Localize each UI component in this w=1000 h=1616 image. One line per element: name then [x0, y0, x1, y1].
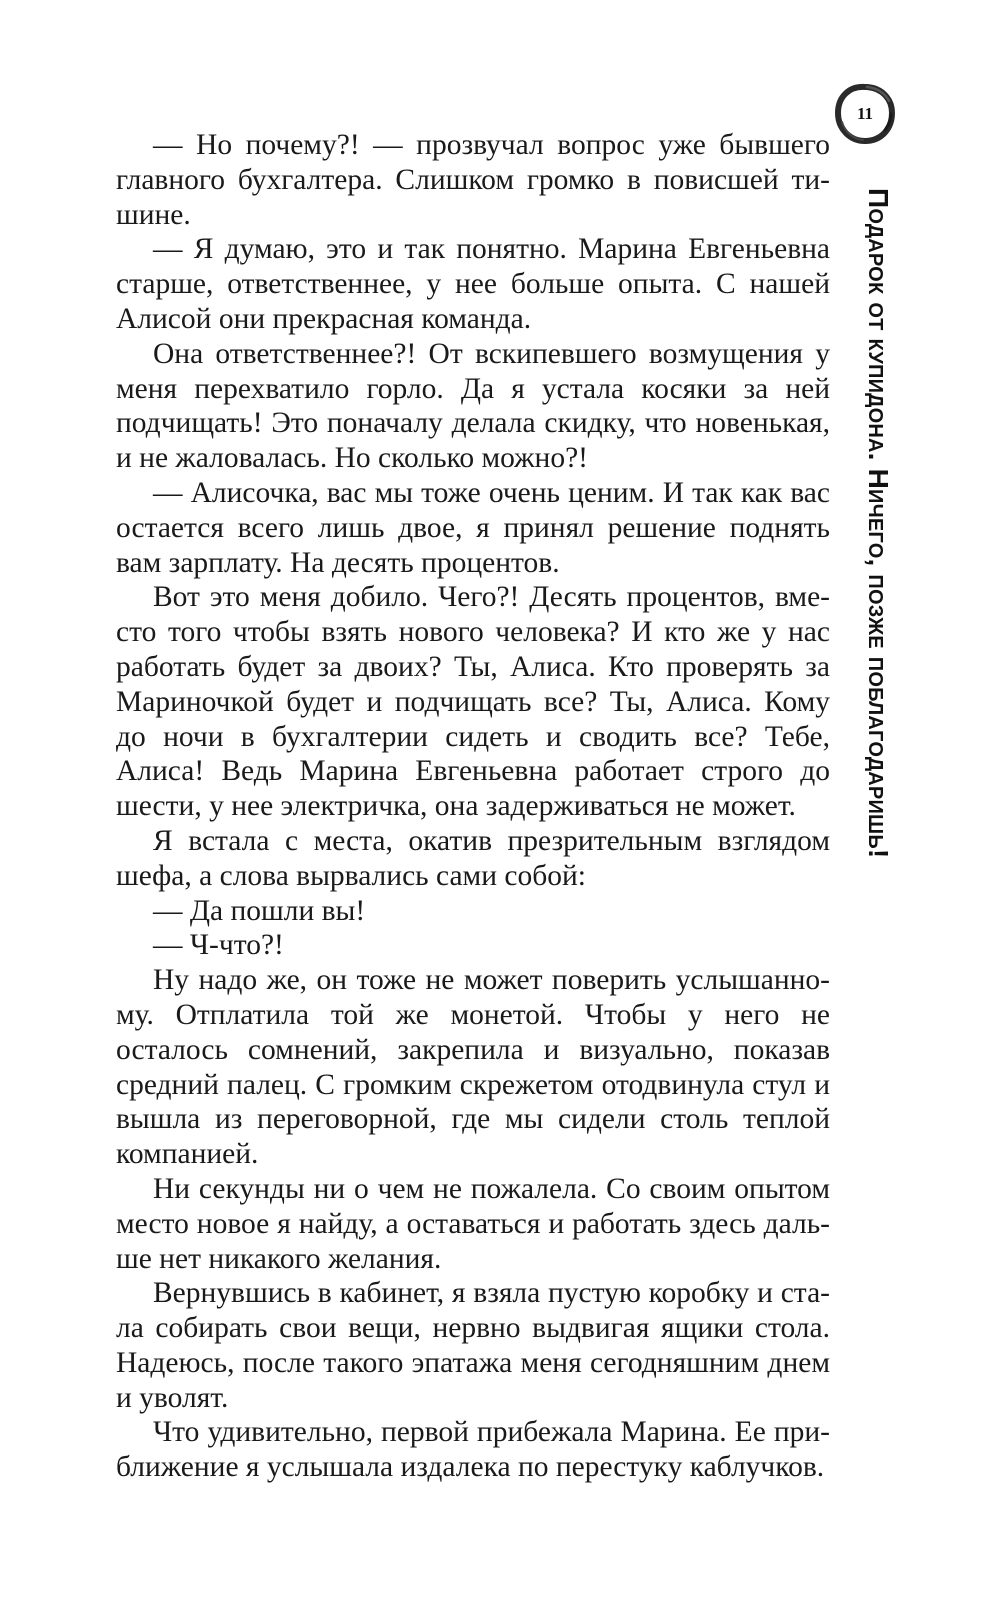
paragraph: Вот это меня добило. Чего?! Десять процентов, вместо того чтобы взять нового человека? И кто же у нас работать будет за двоих? Ты, Алиса. Кто проверять за Мариночкой будет и подчищать все? Ты, Алиса. Кому до ночи в бухгалтерии сидеть и сводить все? Тебе, Алиса! Ведь Марина Евгеньевна работает строго до шести, у нее электричка, она задерживаться не может. — [116, 581, 830, 823]
paragraph: Что удивительно, первой прибежала Марина. Ее приближение я услышала издалека по перестуку каблучков. — [116, 1416, 830, 1484]
paragraph: — Да пошли вы! — [153, 894, 366, 927]
paragraph: Вернувшись в кабинет, я взяла пустую коробку и стала собирать свои вещи, нервно выдвигая ящики стола. Надеюсь, после такого эпатажа меня сегодняшним днем и уволят. — [116, 1277, 830, 1414]
paragraph: Я встала с места, окатив презрительным взглядом шефа, а слова вырвались сами собой: — [116, 824, 830, 892]
main-text — [116, 128, 830, 1485]
running-head-text: Подарок от купидона. Ничего, позже поблагодаришь! — [863, 188, 894, 859]
paragraph: — Ч-что?! — [153, 929, 284, 962]
paragraph: — Но почему?! — прозвучал вопрос уже бывшего главного бухгалтера. Слишком громко в повисшей тишине. — [116, 129, 830, 231]
paragraph: — Алисочка, вас мы тоже очень ценим. И так как вас остается всего лишь двое, я принял решение поднять вам зарплату. На десять процентов. — [116, 476, 830, 579]
page-number: 11 — [856, 104, 874, 123]
paragraph: Она ответственнее?! От вскипевшего возмущения у меня перехватило горло. Да я устала косяки за ней подчищать! Это поначалу делала скидку, что новенькая, и не жаловалась. Но сколько можно?! — [116, 337, 830, 475]
paragraph: Ну надо же, он тоже не может поверить услышанному. Отплатила той же монетой. Чтобы у него не осталось сомнений, закрепила и визуально, показав средний палец. С громким скрежетом отодвинула стул и вышла из переговорной, где мы сидели столь теплой компанией. — [116, 964, 830, 1171]
paragraph: Ни секунды ни о чем не пожалела. Со своим опытом место новое я найду, а оставаться и работать здесь дальше нет никакого желания. — [116, 1172, 830, 1275]
paragraph: — Я думаю, это и так понятно. Марина Евгеньевна старше, ответственнее, у нее больше опыта. С нашей Алисой они прекрасная команда. — [116, 233, 830, 335]
page-number-badge — [833, 82, 897, 146]
